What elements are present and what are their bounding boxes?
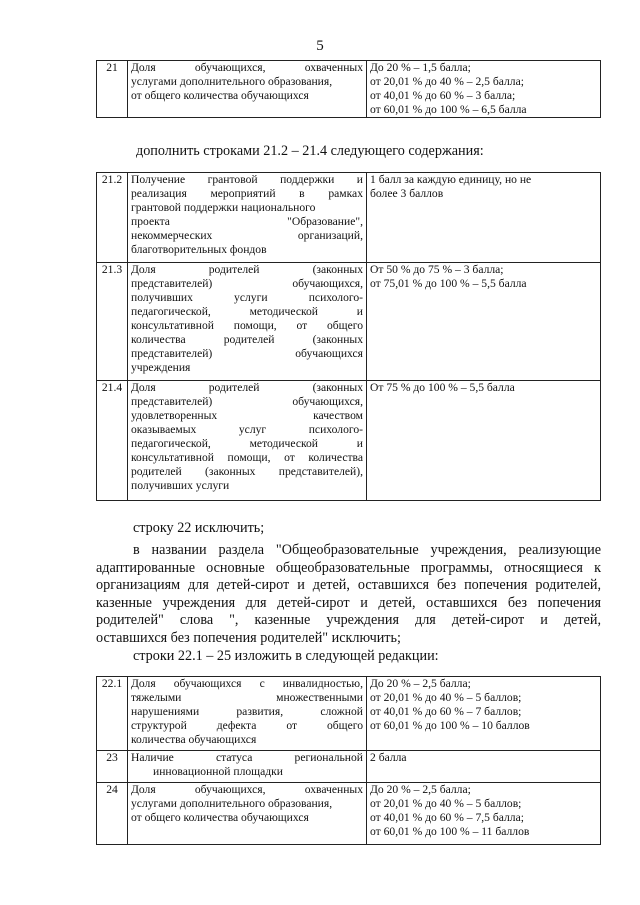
score-line: от 40,01 % до 60 % – 3 балла; (370, 89, 516, 102)
row-number: 21 (97, 61, 128, 118)
criteria-table-rows-22-1-to-24 (96, 676, 601, 845)
instruction-paragraph (96, 542, 601, 647)
desc-line: получивших услуги (131, 479, 230, 492)
desc-line: Доля родителей (законных (131, 381, 363, 394)
paragraph-line: родителей" слова ", казенные учреждения для детей-сирот и детей, (96, 612, 601, 628)
desc-line: инновационной площадки (153, 765, 283, 778)
score-line: 1 балл за каждую единицу, но не (370, 173, 532, 186)
desc-line: консультативной помощи, от количества (131, 451, 363, 464)
desc-line: услугами дополнительного образования, (131, 75, 333, 88)
table-row (97, 173, 601, 263)
score-line: от 60,01 % до 100 % – 6,5 балла (370, 103, 527, 116)
row-description (128, 751, 367, 783)
score-line: от 20,01 % до 40 % – 5 баллов; (370, 797, 522, 810)
desc-line: некоммерческих организаций, (131, 229, 363, 242)
desc-line: получивших услуги психолого- (131, 291, 363, 304)
row-score (367, 783, 601, 845)
paragraph-line: в названии раздела "Общеобразовательные учреждения, реализующие (133, 542, 601, 558)
desc-line: проекта "Образование", (131, 215, 363, 228)
row-number: 22.1 (97, 677, 128, 751)
desc-line: от общего количества обучающихся (131, 811, 309, 824)
score-line: более 3 баллов (370, 187, 444, 200)
table-row (97, 381, 601, 501)
score-line: от 60,01 % до 100 % – 11 баллов (370, 825, 530, 838)
desc-line: от общего количества обучающихся (131, 89, 309, 102)
row-number: 21.3 (97, 263, 128, 381)
page-number: 5 (316, 38, 324, 54)
desc-line: Доля родителей (законных (131, 263, 363, 276)
desc-line: благотворительных фондов (131, 243, 267, 256)
row-score (367, 751, 601, 783)
table-row (97, 783, 601, 845)
desc-line: Доля обучающихся с инвалидностью, (131, 677, 363, 690)
desc-line: учреждения (131, 361, 191, 374)
row-number: 24 (97, 783, 128, 845)
desc-line: нарушениями развития, сложной (131, 705, 363, 718)
score-line: от 20,01 % до 40 % – 5 баллов; (370, 691, 522, 704)
score-line: от 75,01 % до 100 % – 5,5 балла (370, 277, 527, 290)
desc-line: педагогической, методической и (131, 437, 363, 450)
desc-line: количества обучающихся (131, 733, 257, 746)
criteria-table-rows-21-2-to-21-4 (96, 172, 601, 501)
paragraph-line: оставшихся без попечения родителей" исключить; (96, 629, 401, 646)
desc-line: реализация мероприятий в рамках (131, 187, 363, 200)
row-description (128, 263, 367, 381)
score-line: от 40,01 % до 60 % – 7,5 балла; (370, 811, 524, 824)
desc-line: тяжелыми множественными (131, 691, 363, 704)
desc-line: родителей (законных представителей), (131, 465, 363, 478)
row-score (367, 61, 601, 118)
desc-line: педагогической, методической и (131, 305, 363, 318)
score-line: от 40,01 % до 60 % – 7 баллов; (370, 705, 522, 718)
paragraph-line: казенные учреждения для детей-сирот и детей, оставшихся без попечения (96, 594, 601, 611)
criteria-table-row-21 (96, 60, 601, 118)
desc-line: количества родителей (законных (131, 333, 363, 346)
row-description (128, 173, 367, 263)
paragraph-line: адаптированные основные общеобразовательные программы, относящиеся к (96, 559, 601, 576)
row-description (128, 61, 367, 118)
desc-line: Наличие статуса региональной (131, 751, 363, 764)
desc-line: оказываемых услуг психолого- (131, 423, 363, 436)
table-row (97, 751, 601, 783)
table-row (97, 677, 601, 751)
desc-line: услугами дополнительного образования, (131, 797, 333, 810)
score-line: 2 балла (370, 751, 407, 764)
desc-line: Получение грантовой поддержки и (131, 173, 363, 186)
score-line: До 20 % – 1,5 балла; (370, 61, 471, 74)
score-line: от 20,01 % до 40 % – 2,5 балла; (370, 75, 524, 88)
desc-line: представителей) обучающихся, (131, 395, 363, 408)
desc-line: Доля обучающихся, охваченных (131, 61, 363, 74)
table-row (97, 263, 601, 381)
instruction-text-1: дополнить строками 21.2 – 21.4 следующего содержания: (136, 143, 484, 159)
desc-line: структурой дефекта от общего (131, 719, 363, 732)
row-number: 21.2 (97, 173, 128, 263)
score-line: До 20 % – 2,5 балла; (370, 677, 471, 690)
row-score (367, 677, 601, 751)
row-score (367, 173, 601, 263)
row-description (128, 783, 367, 845)
table-row (97, 61, 601, 118)
score-line: До 20 % – 2,5 балла; (370, 783, 471, 796)
desc-line: Доля обучающихся, охваченных (131, 783, 363, 796)
score-line: От 50 % до 75 % – 3 балла; (370, 263, 504, 276)
row-score (367, 381, 601, 501)
row-number: 21.4 (97, 381, 128, 501)
row-score (367, 263, 601, 381)
desc-line: представителей) обучающихся, (131, 277, 363, 290)
desc-line: консультативной помощи, от общего (131, 319, 363, 332)
paragraph-line: организациям для детей-сирот и детей, оставшихся без попечения родителей, (96, 577, 601, 593)
desc-line: представителей) обучающихся (131, 347, 363, 360)
row-description (128, 677, 367, 751)
desc-line: грантовой поддержки национального (131, 201, 316, 214)
instruction-text-2: строку 22 исключить; (133, 520, 265, 536)
score-line: От 75 % до 100 % – 5,5 балла (370, 381, 515, 394)
row-description (128, 381, 367, 501)
row-number: 23 (97, 751, 128, 783)
desc-line: удовлетворенных качеством (131, 409, 363, 422)
score-line: от 60,01 % до 100 % – 10 баллов (370, 719, 530, 732)
instruction-text-3: строки 22.1 – 25 изложить в следующей редакции: (133, 648, 439, 664)
